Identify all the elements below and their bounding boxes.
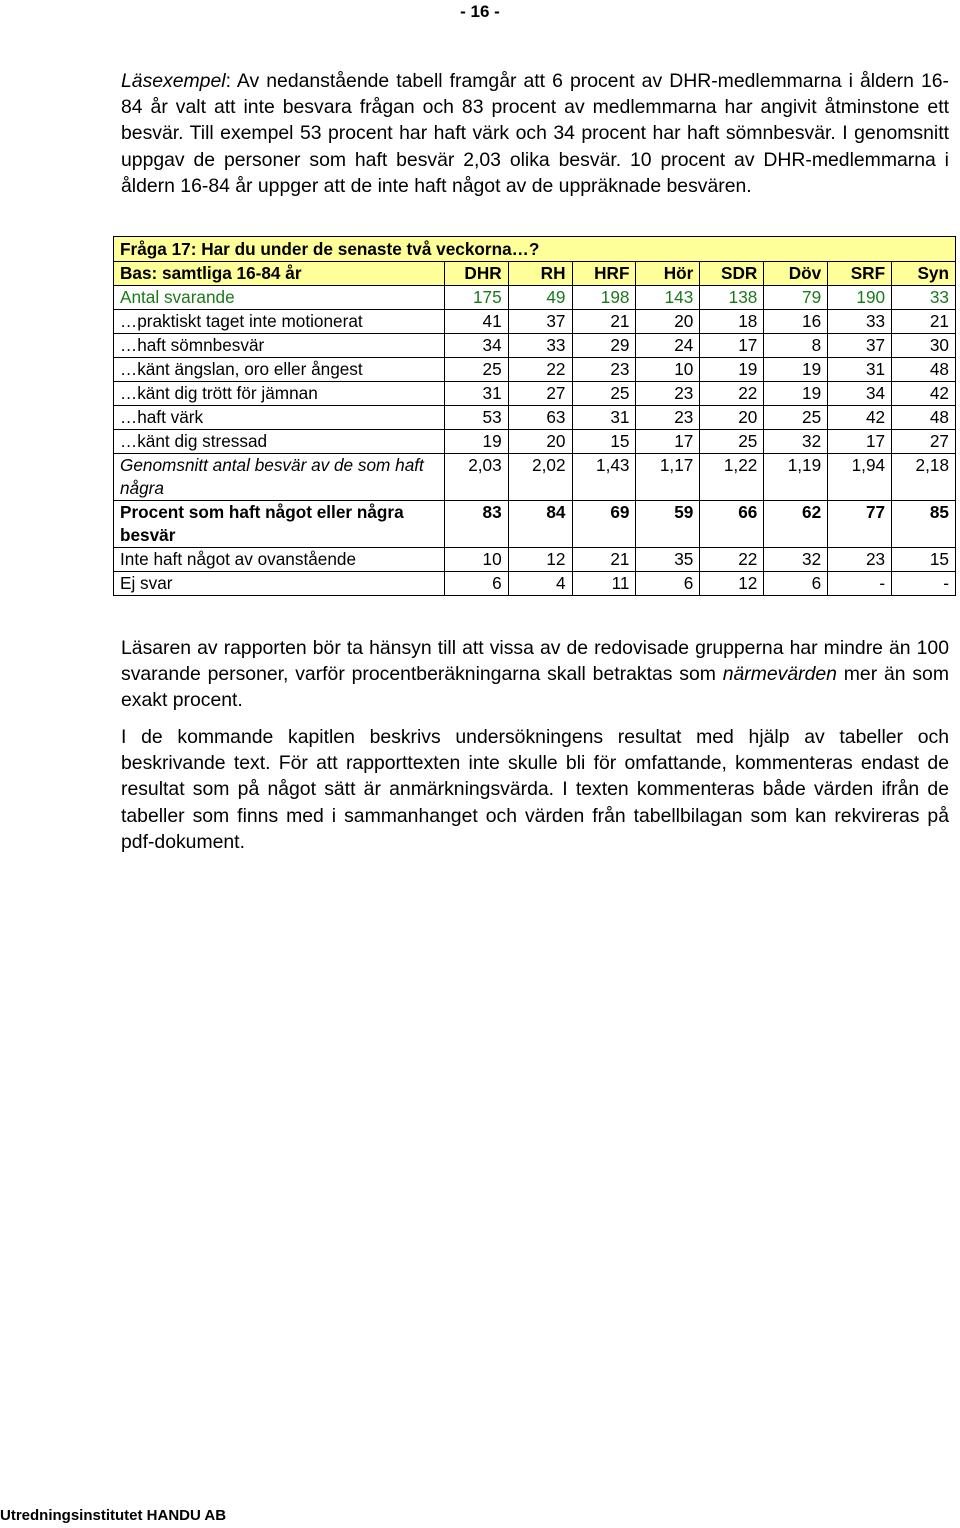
row-label: Antal svarande [114, 286, 445, 310]
table-cell: 22 [700, 382, 764, 406]
table-title-row [114, 237, 956, 262]
table-cell: 17 [636, 430, 700, 454]
table-cell: 20 [636, 310, 700, 334]
table-cell: 16 [764, 310, 828, 334]
table-cell: 1,43 [572, 454, 636, 501]
table-cell: 83 [444, 501, 508, 548]
note-paragraph [121, 635, 949, 714]
table-cell: 1,19 [764, 454, 828, 501]
table-title: Fråga 17: Har du under de senaste två veckorna…? [114, 237, 956, 262]
table-cell: 24 [636, 334, 700, 358]
table-cell: 15 [572, 430, 636, 454]
table-cell: 175 [444, 286, 508, 310]
table-cell: 2,02 [508, 454, 572, 501]
row-label: …haft värk [114, 406, 445, 430]
method-paragraph: I de kommande kapitlen beskrivs undersökningens resultat med hjälp av tabeller och beskrivande text. För att rapporttexten inte skulle bli för omfattande, kommenteras endast de resultat som på något sätt är anmärkningsvärda. I texten kommenteras både värden ifrån de tabeller som finns med i sammanhanget och värden från tabellbilagan som kan rekvireras på pdf-dokument. [121, 726, 949, 853]
table-cell: 69 [572, 501, 636, 548]
table-cell: 17 [828, 430, 892, 454]
table-cell: 10 [444, 548, 508, 572]
table-cell: 32 [764, 430, 828, 454]
table-cell: 8 [764, 334, 828, 358]
column-header: Hör [636, 262, 700, 286]
row-label: Inte haft något av ovanstående [114, 548, 445, 572]
table-row [114, 382, 956, 406]
table-row [114, 310, 956, 334]
note-emphasis: närmevärden [722, 663, 837, 686]
table-cell: 33 [508, 334, 572, 358]
table-cell: 33 [828, 310, 892, 334]
table-cell: 1,94 [828, 454, 892, 501]
table-cell: 49 [508, 286, 572, 310]
intro-paragraph [121, 68, 949, 199]
page-number: - 16 - [460, 2, 500, 21]
row-label: Procent som haft något eller några besvär [114, 501, 445, 548]
row-label: …praktiskt taget inte motionerat [114, 310, 445, 334]
table-cell: 31 [572, 406, 636, 430]
table-cell: 42 [892, 382, 956, 406]
table-cell: 1,22 [700, 454, 764, 501]
row-label: Ej svar [114, 572, 445, 596]
table-cell: 53 [444, 406, 508, 430]
table-row [114, 358, 956, 382]
table-cell: 19 [700, 358, 764, 382]
table-cell: 11 [572, 572, 636, 596]
table-cell: 1,17 [636, 454, 700, 501]
table-row [114, 334, 956, 358]
table-cell: 31 [444, 382, 508, 406]
table-cell: 18 [700, 310, 764, 334]
table-cell: 138 [700, 286, 764, 310]
table-cell: 22 [508, 358, 572, 382]
answer-count-row [114, 286, 956, 310]
table-cell: 25 [444, 358, 508, 382]
table-cell: 41 [444, 310, 508, 334]
table-cell: 6 [636, 572, 700, 596]
table-cell: 48 [892, 358, 956, 382]
table-cell: 12 [508, 548, 572, 572]
table-cell: 10 [636, 358, 700, 382]
table-cell: 79 [764, 286, 828, 310]
base-label: Bas: samtliga 16-84 år [114, 262, 445, 286]
table-cell: 35 [636, 548, 700, 572]
table-cell: 85 [892, 501, 956, 548]
table-cell: 21 [572, 548, 636, 572]
table-cell: 4 [508, 572, 572, 596]
table-cell: 37 [828, 334, 892, 358]
row-label: Genomsnitt antal besvär av de som haft några [114, 454, 445, 501]
table-cell: 42 [828, 406, 892, 430]
table-cell: 23 [828, 548, 892, 572]
table-cell: 21 [572, 310, 636, 334]
table-cell: 27 [508, 382, 572, 406]
table-cell: 6 [444, 572, 508, 596]
table-cell: 22 [700, 548, 764, 572]
column-header: SRF [828, 262, 892, 286]
table-cell: 37 [508, 310, 572, 334]
table-cell: 6 [764, 572, 828, 596]
table-cell: 31 [828, 358, 892, 382]
column-header: RH [508, 262, 572, 286]
table-cell: 23 [572, 358, 636, 382]
table-cell: 23 [636, 382, 700, 406]
table-cell: 48 [892, 406, 956, 430]
no-answer-row [114, 572, 956, 596]
table-cell: 143 [636, 286, 700, 310]
table-cell: 30 [892, 334, 956, 358]
intro-label: Läsexempel [121, 70, 226, 92]
percent-row [114, 501, 956, 548]
table-cell: 21 [892, 310, 956, 334]
row-label: …haft sömnbesvär [114, 334, 445, 358]
table-cell: 32 [764, 548, 828, 572]
table-cell: 20 [700, 406, 764, 430]
table-cell: 29 [572, 334, 636, 358]
table-cell: - [828, 572, 892, 596]
table-cell: 34 [444, 334, 508, 358]
note-text-end: mer än som exakt procent. [121, 663, 949, 712]
row-label: …känt dig stressad [114, 430, 445, 454]
table-cell: 33 [892, 286, 956, 310]
column-header: SDR [700, 262, 764, 286]
table-cell: 27 [892, 430, 956, 454]
table-cell: 34 [828, 382, 892, 406]
table-cell: 25 [764, 406, 828, 430]
table-cell: 15 [892, 548, 956, 572]
table-cell: 23 [636, 406, 700, 430]
table-cell: 20 [508, 430, 572, 454]
table-cell: 198 [572, 286, 636, 310]
footer-publisher: Utredningsinstitutet HANDU AB [0, 1507, 227, 1524]
column-header: Döv [764, 262, 828, 286]
row-label: …känt dig trött för jämnan [114, 382, 445, 406]
table-cell: 19 [444, 430, 508, 454]
table-cell: 66 [700, 501, 764, 548]
column-header: HRF [572, 262, 636, 286]
table-cell: 63 [508, 406, 572, 430]
table-cell: 12 [700, 572, 764, 596]
intro-text: : Av nedanstående tabell framgår att 6 procent av DHR-medlemmarna i åldern 16-84 år valt att inte besvara frågan och 83 procent av medlemmarna har angivit åtminstone ett besvär. Till exempel 53 procent har haft värk och 34 procent har haft sömnbesvär. I genomsnitt uppgav de personer som haft besvär 2,03 olika besvär. 10 procent av DHR-medlemmarna i åldern 16-84 år uppger att de inte haft något av de uppräknade besvären. [121, 70, 949, 197]
results-table [113, 236, 956, 596]
table-cell: 84 [508, 501, 572, 548]
row-label: …känt ängslan, oro eller ångest [114, 358, 445, 382]
none-row [114, 548, 956, 572]
column-header: Syn [892, 262, 956, 286]
table-cell: 25 [572, 382, 636, 406]
table-cell: 19 [764, 382, 828, 406]
note-text-start: Läsaren av rapporten bör ta hänsyn till att vissa av de redovisade grupperna har mindre än 100 svarande personer, varför procentberäkningarna skall betraktas som [121, 637, 949, 686]
table-row [114, 406, 956, 430]
table-header-row [114, 262, 956, 286]
table-cell: - [892, 572, 956, 596]
table-cell: 2,18 [892, 454, 956, 501]
table-cell: 25 [700, 430, 764, 454]
table-row [114, 430, 956, 454]
mean-row [114, 454, 956, 501]
table-cell: 17 [700, 334, 764, 358]
column-header: DHR [444, 262, 508, 286]
table-cell: 2,03 [444, 454, 508, 501]
table-cell: 62 [764, 501, 828, 548]
table-cell: 190 [828, 286, 892, 310]
table-cell: 19 [764, 358, 828, 382]
table-cell: 77 [828, 501, 892, 548]
table-cell: 59 [636, 501, 700, 548]
